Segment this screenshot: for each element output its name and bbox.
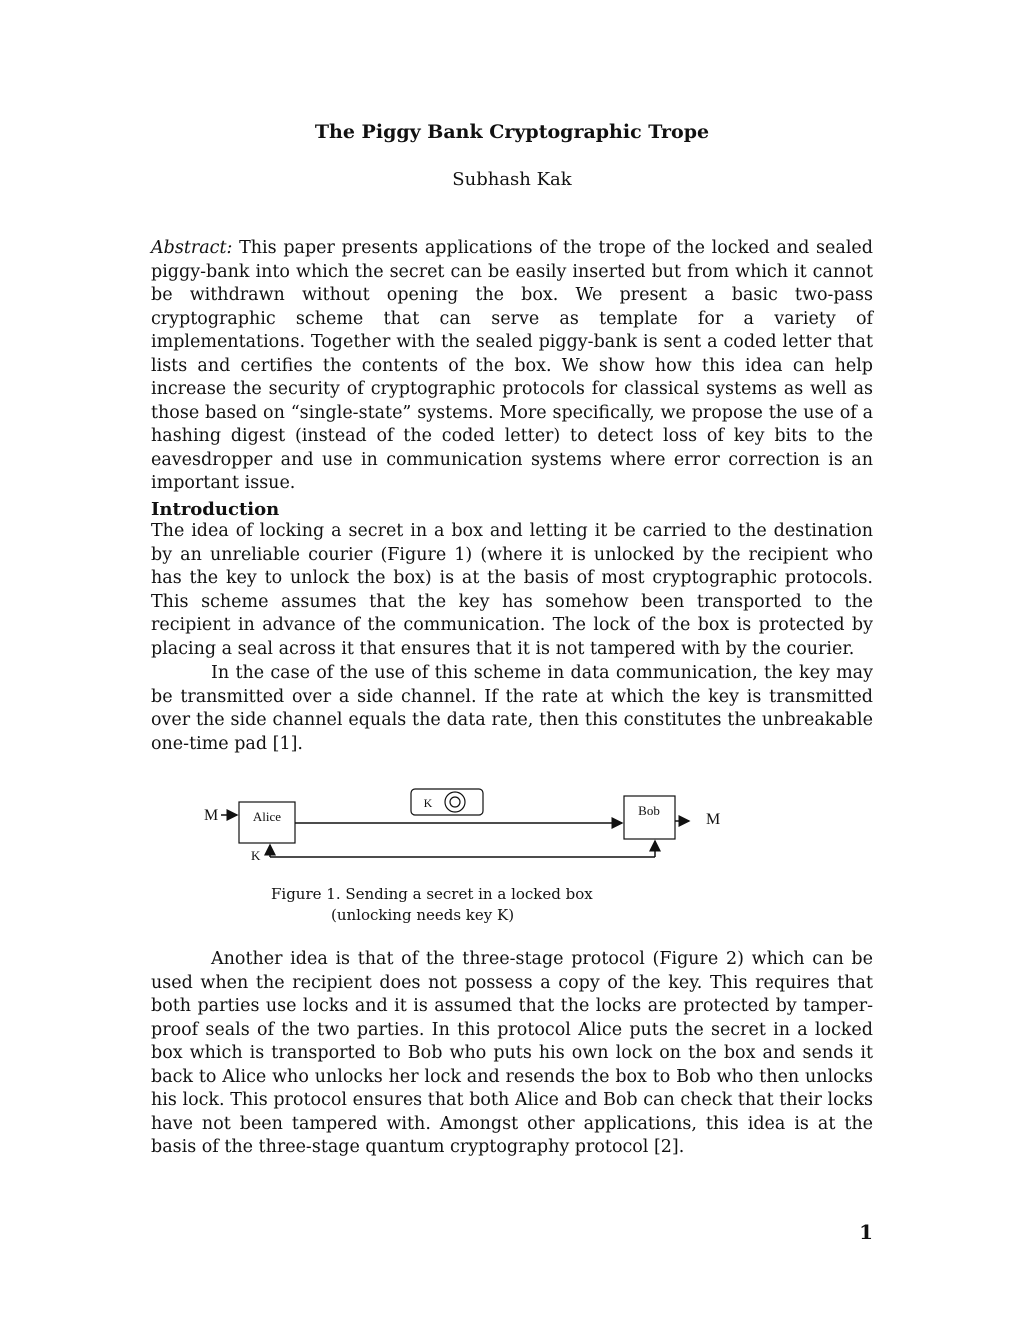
lock-inner-icon	[450, 797, 460, 807]
intro-paragraph-3: Another idea is that of the three-stage protocol (Figure 2) which can be used when the recipient does not possess a copy of the key. This requires that both parties use locks and it is assumed that the locks are protected by tamper-proof seals of the two parties. In this protocol Alice puts the secret in a locked box which is transported to Bob who puts his own lock on the box and sends it back to Alice who unlocks her lock and resends the box to Bob who then unlocks his lock. This protocol ensures that both Alice and Bob can check that their locks have not been tampered with. Amongst other applications, this idea is at the basis of the three-stage quantum cryptography protocol [2].	[151, 949, 873, 1157]
figure-caption-line-2: (unlocking needs key K)	[331, 906, 515, 924]
key-label-bottom: K	[251, 848, 261, 863]
output-message-label: M	[706, 811, 721, 828]
abstract-label: Abstract:	[151, 238, 233, 258]
intro-paragraph-2: In the case of the use of this scheme in data communication, the key may be transmitted over a side channel. If the rate at which the key is transmitted over the side channel equals the data rate, then this constitutes the unbreakable one-time pad [1].	[151, 663, 873, 754]
figure-1-diagram	[190, 780, 750, 880]
section-heading-introduction: Introduction	[151, 499, 280, 520]
paper-author: Subhash Kak	[452, 169, 572, 190]
input-message-label: M	[204, 807, 219, 824]
locked-box-key-label: K	[423, 796, 433, 810]
abstract	[151, 237, 873, 496]
page-number: 1	[859, 1220, 873, 1244]
abstract-text: This paper presents applications of the trope of the locked and sealed piggy-bank into which the secret can be easily inserted but from which it cannot be withdrawn without opening the box. We present a basic two-pass cryptographic scheme that can serve as template for a variety of implementations. Together with the sealed piggy-bank is sent a coded letter that lists and certifies the contents of the box. We show how this idea can help increase the security of cryptographic protocols for classical systems as well as those based on “single-state” systems. More specifically, we propose the use of a hashing digest (instead of the coded letter) to detect loss of key bits to the eavesdropper and use in communication systems where error correction is an important issue.	[151, 238, 873, 493]
figure-caption-line-1: Figure 1. Sending a secret in a locked box	[271, 885, 593, 903]
alice-label: Alice	[252, 809, 282, 824]
paper-title: The Piggy Bank Cryptographic Trope	[314, 121, 710, 143]
bob-label: Bob	[638, 803, 660, 818]
intro-paragraph-1: The idea of locking a secret in a box and letting it be carried to the destination by an unreliable courier (Figure 1) (where it is unlocked by the recipient who has the key to unlock the box) is at the basis of most cryptographic protocols. This scheme assumes that the key has somehow been transported to the recipient in advance of the communication. The lock of the box is protected by placing a seal across it that ensures that it is not tampered with by the courier.	[151, 521, 873, 659]
